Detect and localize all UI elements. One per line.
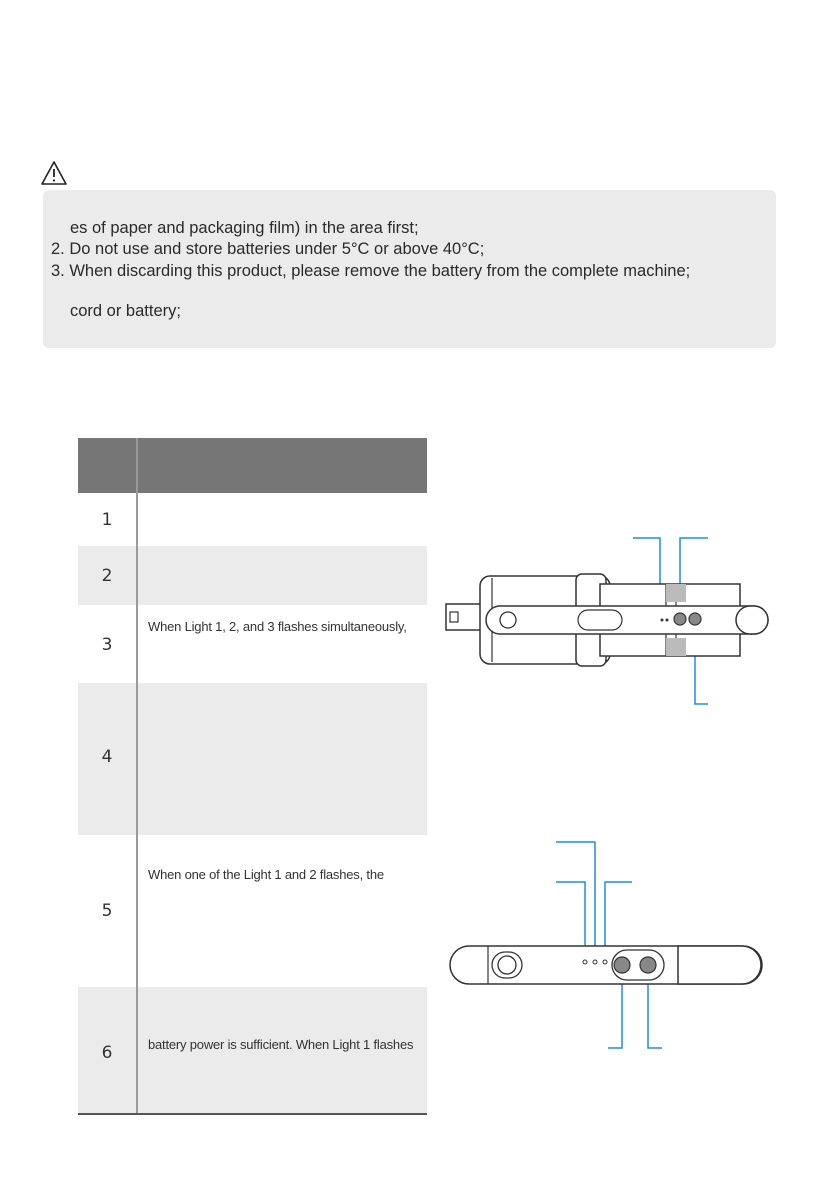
table-row (78, 835, 427, 987)
table-row (78, 605, 427, 683)
warning-triangle-icon (40, 160, 68, 186)
table-column-divider (136, 438, 138, 1114)
row-number: 2 (101, 566, 113, 586)
table-header (78, 438, 427, 493)
battery-side-view-diagram (440, 530, 770, 710)
button-panel-diagram (440, 838, 770, 1058)
row-number: 6 (101, 1043, 113, 1063)
notice-line-3: 3. When discarding this product, please remove the battery from the complete machine; (51, 262, 691, 280)
table-row (78, 683, 427, 835)
notice-line-1: es of paper and packaging film) in the area first; (70, 219, 419, 237)
callout-line (556, 842, 595, 962)
row-number: 1 (101, 510, 113, 530)
table-bottom-rule (78, 1113, 427, 1115)
table-row (78, 546, 427, 605)
table-row (78, 493, 427, 546)
row-description: battery power is sufficient. When Light 1 flashes (148, 1037, 414, 1052)
row-number: 4 (101, 747, 113, 767)
row-number: 5 (101, 901, 113, 921)
table-row (78, 987, 427, 1113)
row-number: 3 (101, 635, 113, 655)
row-description: When Light 1, 2, and 3 flashes simultaneously, (148, 619, 407, 634)
notice-line-4: cord or battery; (70, 302, 181, 320)
notice-line-2: 2. Do not use and store batteries under 5°C or above 40°C; (51, 240, 485, 258)
safety-notice-panel (43, 190, 776, 348)
row-description: When one of the Light 1 and 2 flashes, the (148, 867, 384, 882)
